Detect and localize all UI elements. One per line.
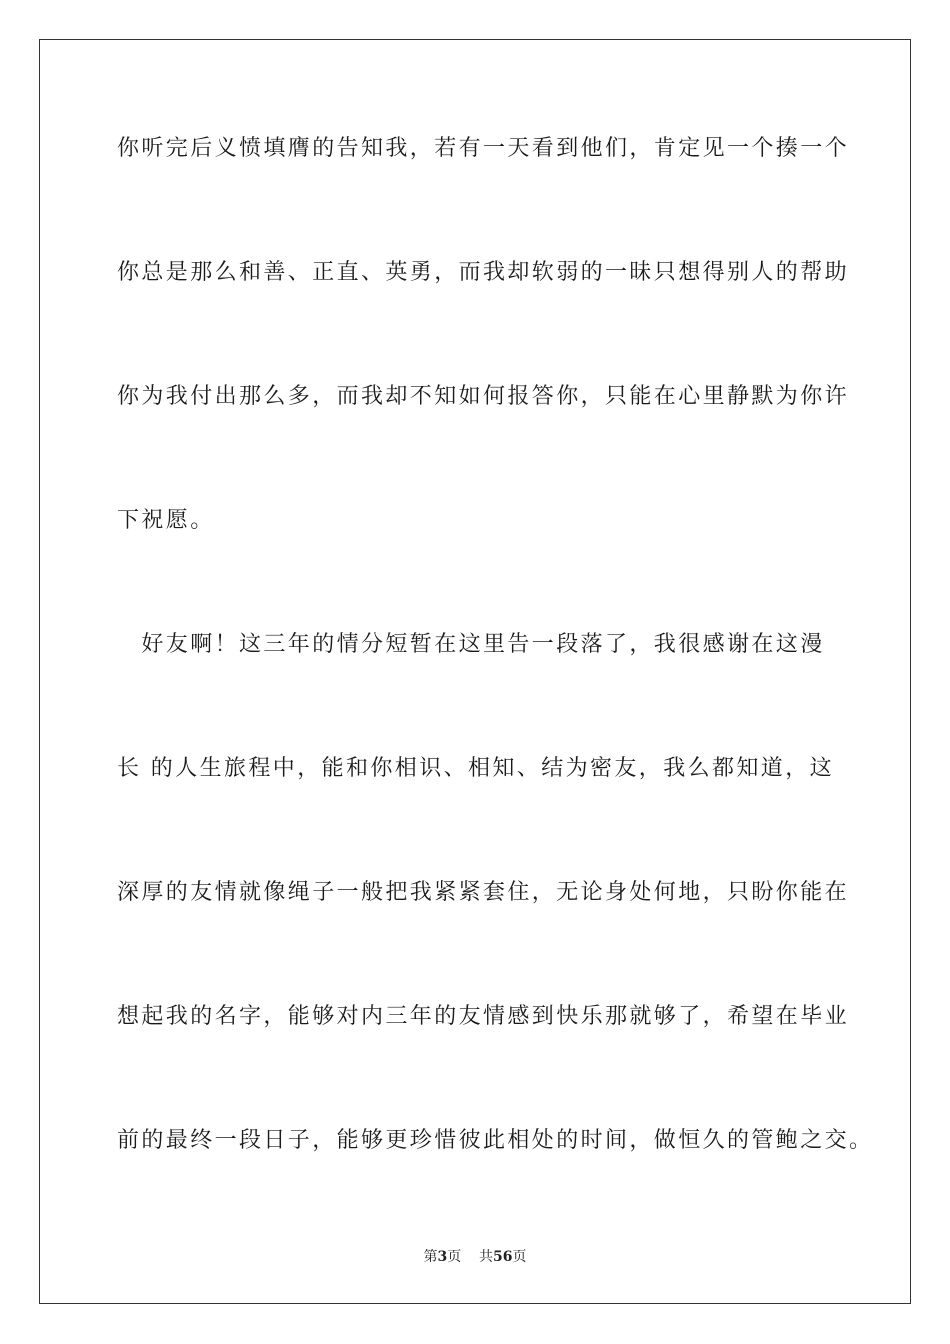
total-pages: 56: [493, 1249, 513, 1265]
page-label-prefix: 第: [423, 1249, 438, 1265]
body-text-line: 你为我付出那么多，而我却不知如何报答你，只能在心里静默为你许: [117, 384, 850, 409]
body-text-line: 下祝愿。: [117, 508, 215, 533]
page-footer: [0, 1248, 950, 1266]
page-border: [39, 39, 911, 1304]
page-number: 3: [437, 1249, 448, 1265]
body-text-line: 你听完后义愤填膺的告知我，若有一天看到他们，肯定见一个揍一个: [117, 136, 850, 161]
body-text-line: 好友啊！这三年的情分短暂在这里告一段落了，我很感谢在这漫: [117, 632, 825, 657]
body-text-line: 前的最终一段日子，能够更珍惜彼此相处的时间，做恒久的管鲍之交。: [117, 1128, 874, 1153]
body-text-line: 想起我的名字，能够对内三年的友情感到快乐那就够了，希望在毕业: [117, 1004, 850, 1029]
body-text-line: 长 的人生旅程中，能和你相识、相知、结为密友，我么都知道，这: [117, 756, 834, 781]
page-label-suffix: 页: [447, 1249, 462, 1265]
body-text-line: 你总是那么和善、正直、英勇，而我却软弱的一昧只想得别人的帮助: [117, 260, 850, 285]
body-text-line: 深厚的友情就像绳子一般把我紧紧套住，无论身处何地，只盼你能在: [117, 880, 850, 905]
total-label-prefix: 共: [479, 1249, 494, 1265]
total-label-suffix: 页: [512, 1249, 527, 1265]
